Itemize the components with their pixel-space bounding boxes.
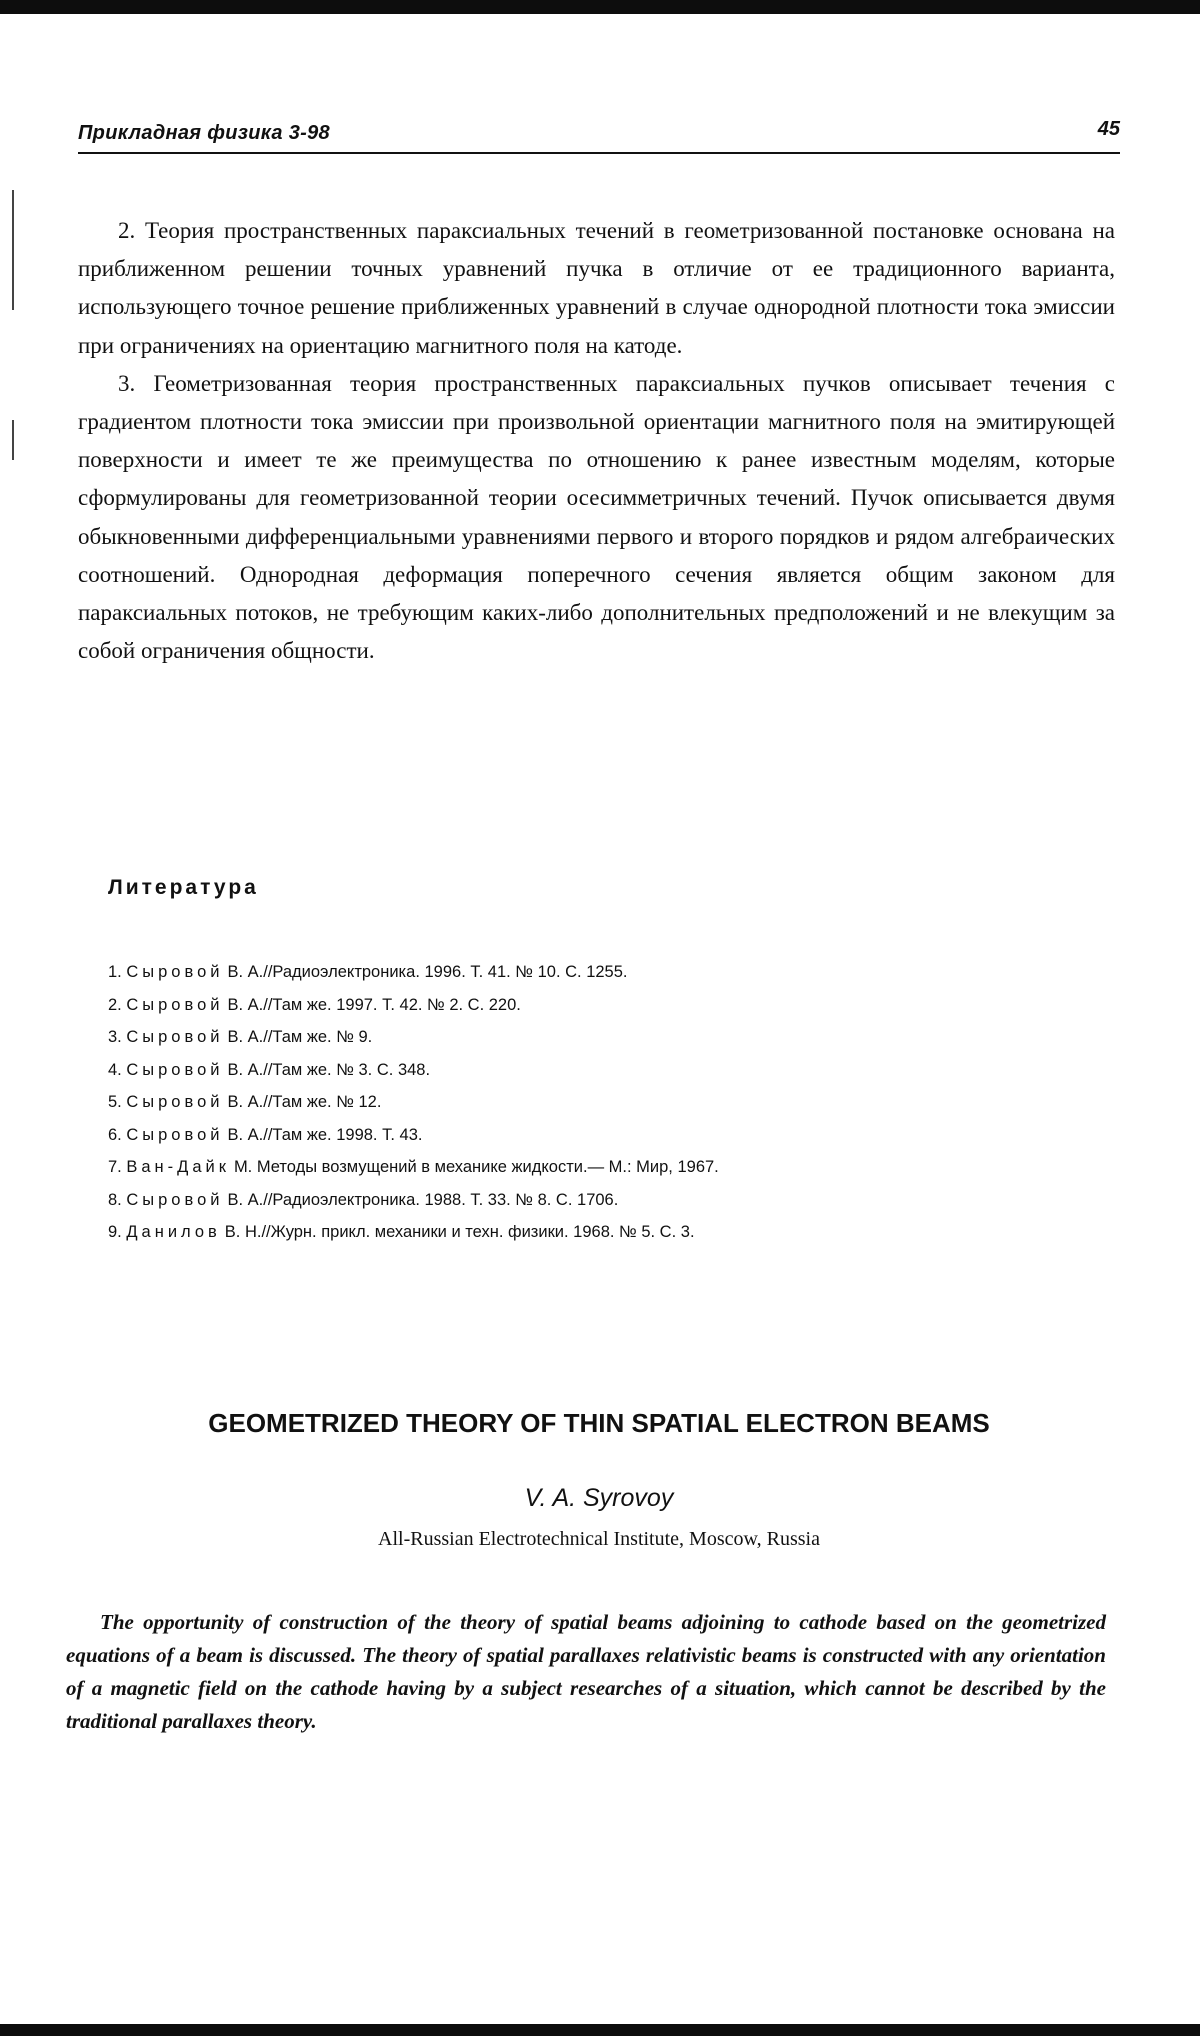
page-header xyxy=(78,118,1120,154)
reference-author: Сыровой xyxy=(126,995,224,1014)
scan-margin-mark xyxy=(12,420,14,460)
reference-number: 5. xyxy=(108,1093,122,1111)
main-text xyxy=(78,212,1115,670)
english-abstract: The opportunity of construction of the theory of spatial beams adjoining to cathode based on the geometrized equations of a beam is discussed. The theory of spatial parallaxes relativistic beams is constructed with any orientation of a magnetic field on the cathode having by a subject researches of a situation, which cannot be described by the traditional parallaxes theory. xyxy=(66,1610,1106,1733)
reference-source: В. А.//Радиоэлектроника. 1988. Т. 33. № 8. С. 1706. xyxy=(227,1190,619,1209)
reference-number: 9. xyxy=(108,1223,122,1241)
reference-item xyxy=(108,989,1108,1022)
literature-heading: Литература xyxy=(108,876,259,899)
reference-item xyxy=(108,1119,1108,1152)
reference-author: Сыровой xyxy=(126,1125,224,1144)
reference-author: Ван-Дайк xyxy=(126,1158,230,1176)
reference-source: В. Н.//Журн. прикл. механики и техн. физики. 1968. № 5. С. 3. xyxy=(224,1223,695,1241)
reference-number: 2. xyxy=(108,995,122,1014)
journal-title: Прикладная физика 3-98 xyxy=(78,122,330,144)
english-title: GEOMETRIZED THEORY OF THIN SPATIAL ELECTRON BEAMS xyxy=(208,1408,990,1438)
scan-top-border xyxy=(0,0,1200,14)
paragraph-conclusion-3: 3. Геометризованная теория пространственных параксиальных пучков описывает течения с градиентом плотности тока эмиссии при произвольной ориентации магнитного поля на эмитирующей поверхности и имеет те же преимущества по отношению к ранее известным моделям, которые сформулированы для геометризованной теории осесимметричных течений. Пучок описывается двумя обыкновенными дифференциальными уравнениями первого и второго порядков и рядом алгебраических соотношений. Однородная деформация поперечного сечения является общим законом для параксиальных потоков, не требующим каких-либо дополнительных предположений и не влекущим за собой ограничения общности. xyxy=(78,370,1115,664)
scan-bottom-border xyxy=(0,2024,1200,2036)
reference-number: 3. xyxy=(108,1028,122,1046)
reference-source: В. А.//Там же. 1998. Т. 43. xyxy=(227,1125,423,1144)
reference-source: В. А.//Радиоэлектроника. 1996. Т. 41. № 10. С. 1255. xyxy=(227,963,628,981)
reference-author: Сыровой xyxy=(126,1060,224,1079)
reference-author: Сыровой xyxy=(126,1190,224,1209)
reference-list xyxy=(108,956,1108,1249)
reference-source: В. А.//Там же. № 9. xyxy=(227,1028,373,1046)
reference-item xyxy=(108,1086,1108,1119)
reference-number: 7. xyxy=(108,1158,122,1176)
reference-author: Сыровой xyxy=(126,1028,224,1046)
reference-source: В. А.//Там же. № 12. xyxy=(227,1093,382,1111)
reference-number: 4. xyxy=(108,1060,122,1079)
reference-source: М. Методы возмущений в механике жидкости.— М.: Мир, 1967. xyxy=(233,1158,719,1176)
reference-author: Данилов xyxy=(126,1223,221,1241)
reference-author: Сыровой xyxy=(126,963,224,981)
reference-item xyxy=(108,1151,1108,1184)
reference-author: Сыровой xyxy=(126,1093,224,1111)
english-affiliation: All-Russian Electrotechnical Institute, Moscow, Russia xyxy=(378,1528,820,1550)
scan-margin-mark xyxy=(12,190,14,310)
reference-number: 8. xyxy=(108,1190,122,1209)
reference-item xyxy=(108,956,1108,989)
reference-number: 1. xyxy=(108,963,122,981)
english-author: V. A. Syrovoy xyxy=(524,1484,674,1512)
reference-source: В. А.//Там же. 1997. Т. 42. № 2. С. 220. xyxy=(227,995,521,1014)
reference-item xyxy=(108,1216,1108,1249)
reference-item xyxy=(108,1054,1108,1087)
reference-number: 6. xyxy=(108,1125,122,1144)
reference-item xyxy=(108,1184,1108,1217)
page-number: 45 xyxy=(1097,118,1120,140)
paragraph-conclusion-2: 2. Теория пространственных параксиальных течений в геометризованной постановке основана на приближенном решении точных уравнений пучка в отличие от ее традиционного варианта, использующего точное решение приближенных уравнений в случае однородной плотности тока эмиссии при ограничениях на ориентацию магнитного поля на катоде. xyxy=(78,218,1115,358)
reference-source: В. А.//Там же. № 3. С. 348. xyxy=(227,1060,431,1079)
reference-item xyxy=(108,1021,1108,1054)
